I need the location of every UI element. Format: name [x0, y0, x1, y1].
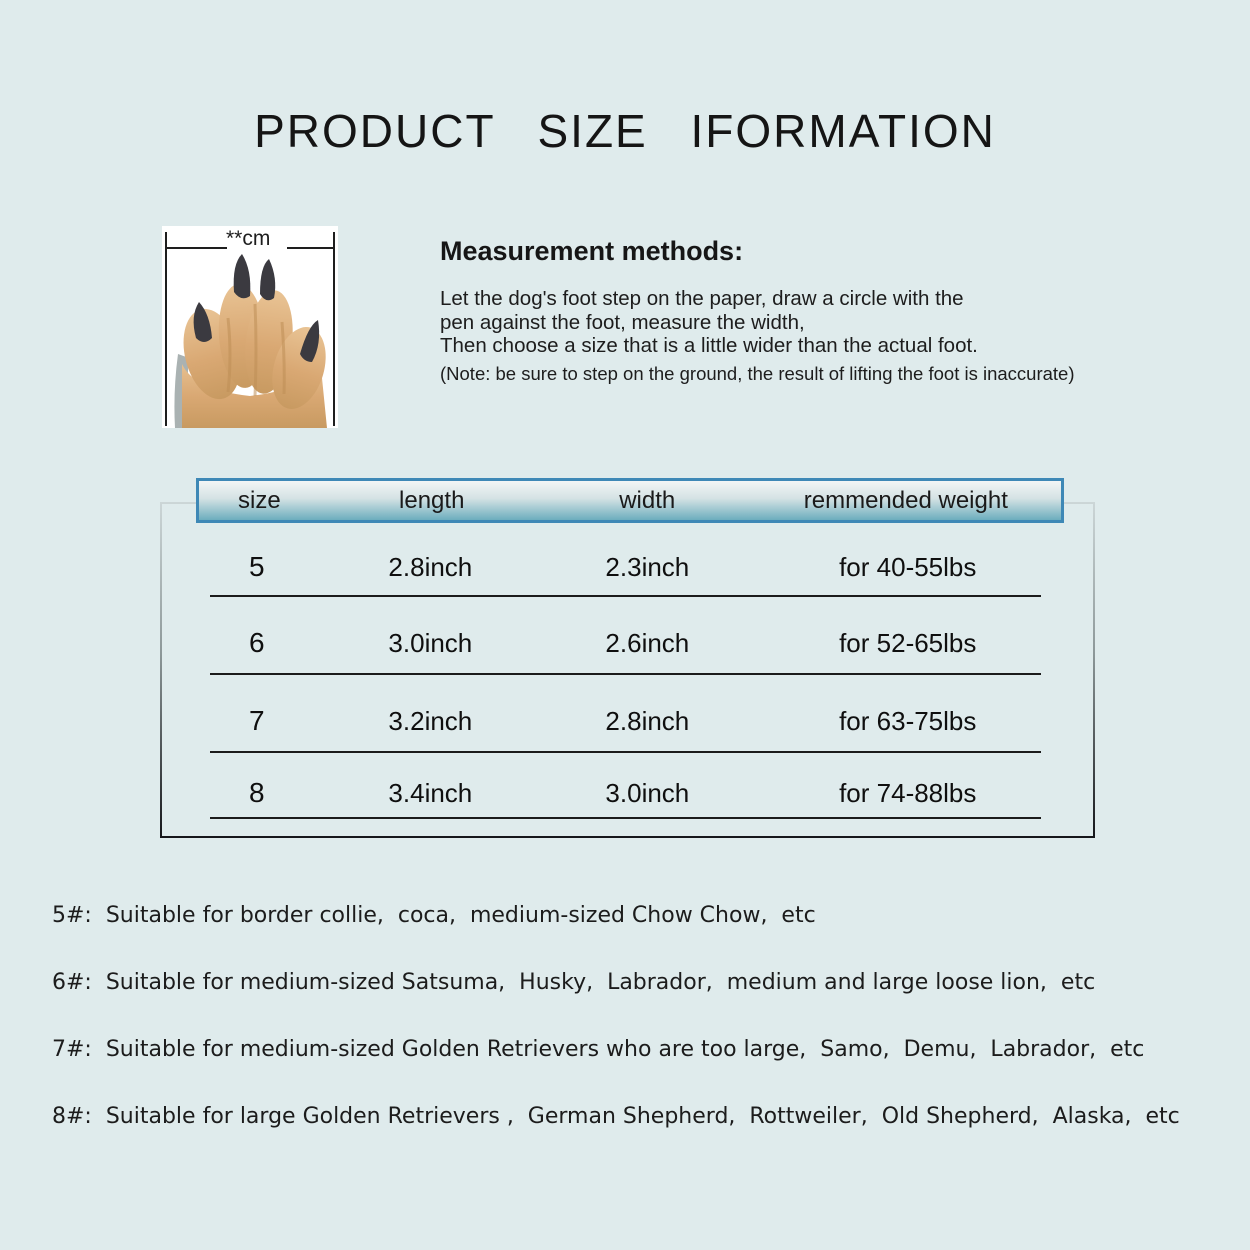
measurement-methods-heading: Measurement methods:	[440, 236, 744, 266]
measure-line-horizontal-left	[167, 247, 227, 249]
cell-length: 2.8inch	[388, 551, 473, 582]
page-title: PRODUCT SIZE IFORMATION	[254, 105, 996, 157]
cell-length: 3.0inch	[388, 627, 473, 658]
size-table-header	[196, 478, 1064, 523]
measurement-instruction-line: Then choose a size that is a little wider than the actual foot.	[440, 334, 978, 357]
cell-weight: for 63-75lbs	[839, 705, 977, 736]
note-label: 5#:	[52, 903, 92, 928]
cell-size: 7	[248, 705, 265, 736]
cell-length: 3.4inch	[388, 777, 473, 808]
cell-size: 8	[248, 777, 265, 808]
cell-width: 2.6inch	[605, 627, 690, 658]
note-text: Suitable for large Golden Retrievers , German Shepherd, Rottweiler, Old Shepherd, Alaska, etc	[105, 1104, 1180, 1129]
note-size-6	[52, 970, 1180, 1037]
note-text: Suitable for medium-sized Satsuma, Husky, Labrador, medium and large loose lion, etc	[105, 970, 1096, 995]
note-label: 7#:	[52, 1037, 92, 1062]
suitability-notes	[52, 903, 1180, 1171]
dog-paw-image	[162, 226, 338, 428]
measurement-note: (Note: be sure to step on the ground, the result of lifting the foot is inaccurate)	[440, 362, 1075, 384]
cell-weight: for 52-65lbs	[839, 627, 977, 658]
note-text: Suitable for medium-sized Golden Retrievers who are too large, Samo, Demu, Labrador, etc	[105, 1037, 1145, 1062]
cell-length: 3.2inch	[388, 705, 473, 736]
note-label: 6#:	[52, 970, 92, 995]
table-row	[196, 753, 1064, 819]
note-label: 8#:	[52, 1104, 92, 1129]
cell-weight: for 74-88lbs	[839, 777, 977, 808]
measurement-methods-section	[440, 236, 1100, 385]
column-header-weight: remmended weight	[803, 486, 1008, 514]
cell-width: 2.3inch	[605, 551, 690, 582]
column-header-length: length	[399, 486, 465, 514]
measure-line-right	[333, 232, 335, 426]
cell-width: 2.8inch	[605, 705, 690, 736]
size-table-body	[196, 523, 1064, 819]
note-size-7	[52, 1037, 1180, 1104]
table-row	[196, 675, 1064, 753]
note-text: Suitable for border collie, coca, medium-sized Chow Chow, etc	[105, 903, 816, 928]
cm-measurement-label: **cm	[226, 227, 271, 250]
cell-width: 3.0inch	[605, 777, 690, 808]
column-header-width: width	[619, 486, 676, 514]
cell-weight: for 40-55lbs	[839, 551, 977, 582]
cell-size: 6	[248, 627, 265, 658]
table-row	[196, 523, 1064, 597]
note-size-5	[52, 903, 1180, 970]
table-row	[196, 597, 1064, 675]
measure-line-horizontal-right	[287, 247, 333, 249]
measurement-instruction-line: pen against the foot, measure the width,	[440, 310, 805, 334]
column-header-size: size	[237, 486, 281, 514]
note-size-8	[52, 1104, 1180, 1171]
measurement-instruction-line: Let the dog's foot step on the paper, draw a circle with the	[440, 287, 964, 310]
paw-photo	[162, 226, 338, 428]
measure-line-left	[165, 232, 167, 426]
cell-size: 5	[248, 551, 265, 582]
